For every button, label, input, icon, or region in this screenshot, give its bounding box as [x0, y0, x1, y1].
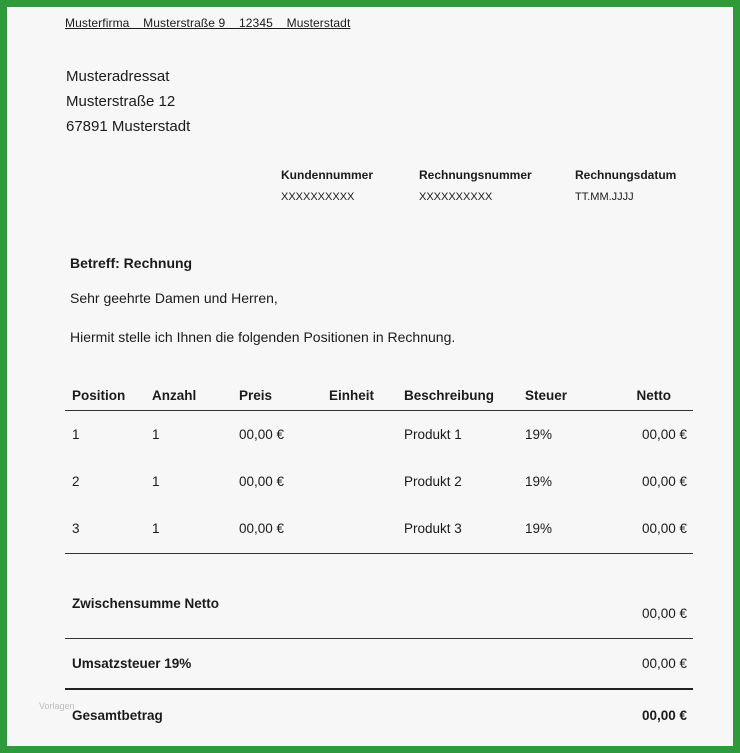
header-tax: Steuer — [525, 388, 568, 403]
recipient-name: Musteradressat — [66, 68, 170, 85]
vat-value: 00,00 € — [641, 656, 687, 671]
header-price: Preis — [239, 388, 273, 403]
cell-position: 2 — [72, 474, 80, 489]
invoice-number-value: XXXXXXXXXX — [419, 191, 493, 203]
vat-label: Umsatzsteuer 19% — [72, 656, 192, 671]
invoice-date-label: Rechnungsdatum — [575, 168, 677, 182]
subject-line: Betreff: Rechnung — [70, 255, 193, 271]
cell-tax: 19% — [525, 427, 553, 442]
watermark: Vorlagen — [39, 701, 75, 711]
cell-position: 3 — [72, 521, 80, 536]
cell-price: 00,00 € — [239, 474, 285, 489]
cell-quantity: 1 — [152, 521, 160, 536]
header-rule — [65, 410, 693, 411]
cell-net: 00,00 € — [641, 474, 687, 489]
invoice-page — [7, 7, 733, 746]
intro-text: Hiermit stelle ich Ihnen die folgenden Positionen in Rechnung. — [70, 329, 456, 345]
customer-number-block — [281, 168, 373, 203]
cell-description: Produkt 3 — [404, 521, 462, 536]
greeting: Sehr geehrte Damen und Herren, — [70, 290, 278, 306]
subtotal-value: 00,00 € — [641, 606, 687, 621]
recipient-city: 67891 Musterstadt — [66, 118, 191, 135]
sender-address-line: Musterfirma Musterstraße 9 12345 Musterstadt — [65, 16, 351, 30]
cell-price: 00,00 € — [239, 427, 285, 442]
invoice-number-block — [419, 168, 532, 203]
total-value: 00,00 € — [641, 708, 687, 723]
total-rule — [65, 688, 693, 690]
recipient-address — [66, 64, 190, 139]
cell-price: 00,00 € — [239, 521, 285, 536]
cell-tax: 19% — [525, 474, 553, 489]
subtotal-label: Zwischensumme Netto — [72, 596, 220, 611]
subtotal-rule — [65, 638, 693, 639]
cell-position: 1 — [72, 427, 80, 442]
cell-description: Produkt 2 — [404, 474, 462, 489]
invoice-date-block — [575, 168, 676, 203]
cell-net: 00,00 € — [641, 427, 687, 442]
cell-tax: 19% — [525, 521, 553, 536]
customer-number-value: XXXXXXXXXX — [281, 191, 355, 203]
header-quantity: Anzahl — [152, 388, 197, 403]
header-net: Netto — [636, 388, 671, 403]
customer-number-label: Kundennummer — [281, 168, 374, 182]
recipient-street: Musterstraße 12 — [66, 93, 176, 110]
cell-quantity: 1 — [152, 427, 160, 442]
header-position: Position — [72, 388, 126, 403]
invoice-number-label: Rechnungsnummer — [419, 168, 532, 182]
cell-description: Produkt 1 — [404, 427, 462, 442]
invoice-date-value: TT.MM.JJJJ — [575, 191, 634, 203]
cell-quantity: 1 — [152, 474, 160, 489]
header-unit: Einheit — [329, 388, 375, 403]
header-description: Beschreibung — [404, 388, 495, 403]
table-end-rule — [65, 553, 693, 554]
total-label: Gesamtbetrag — [72, 708, 163, 723]
cell-net: 00,00 € — [641, 521, 687, 536]
